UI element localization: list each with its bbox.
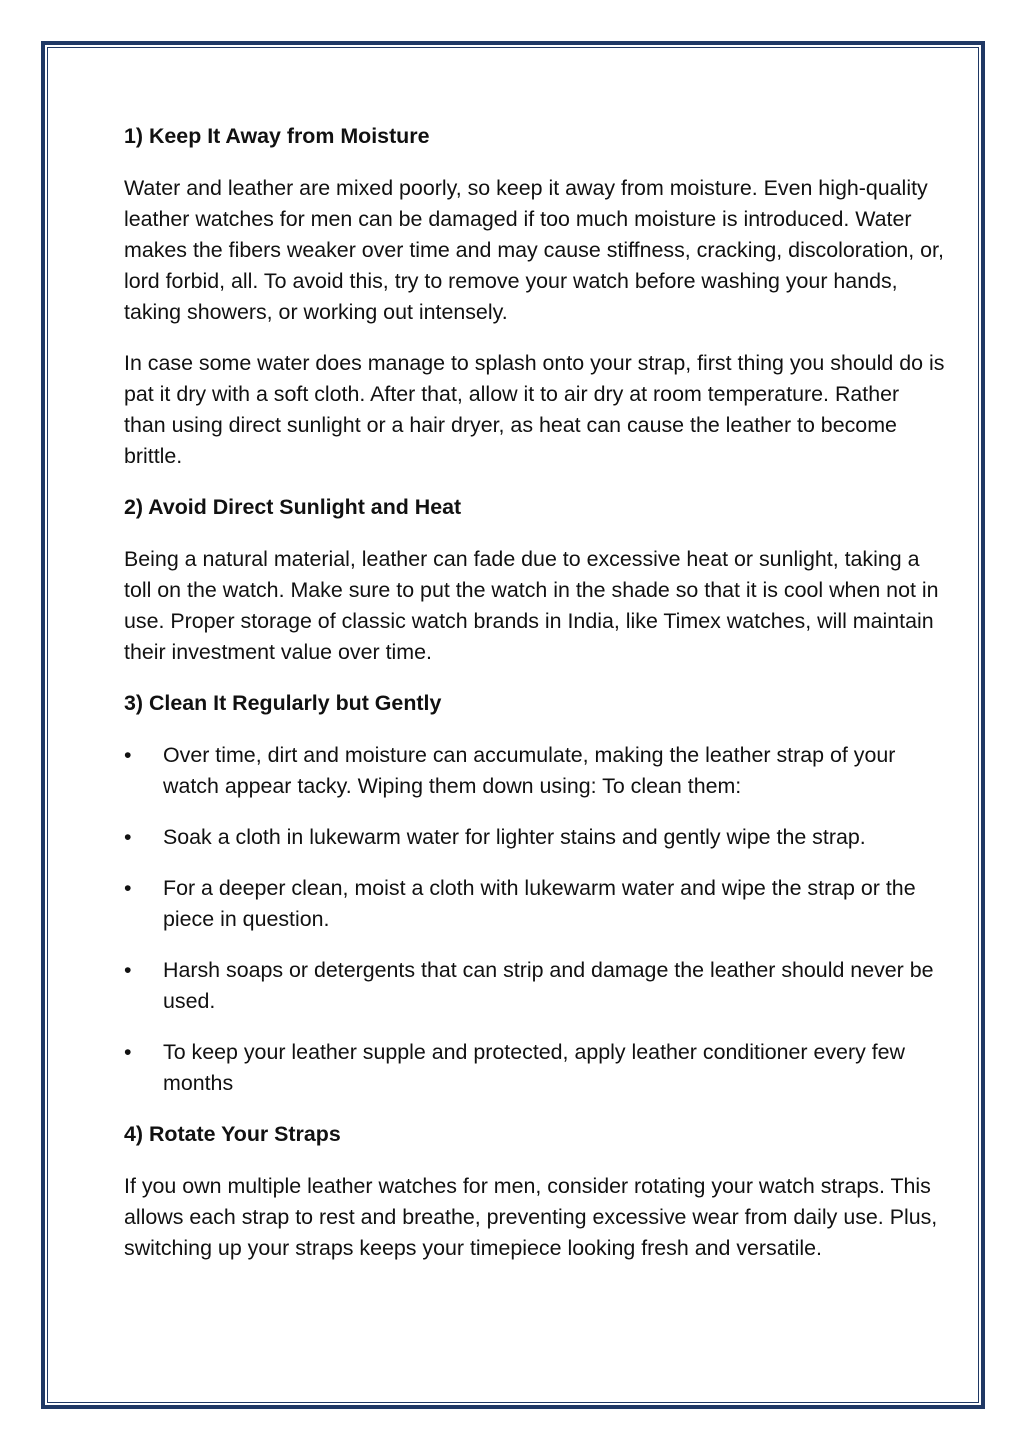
- bullet-icon: •: [124, 825, 132, 849]
- paragraph-moisture-drying: In case some water does manage to splash onto your strap, first thing you should do is pat it dry with a soft cloth. After that, allow it to air dry at room temperature. Rather than using direct sunlight or a hair dryer, as heat can cause the leather to become brittle.: [124, 351, 945, 468]
- paragraph-rotate: If you own multiple leather watches for men, consider rotating your watch straps. This allows each strap to rest and breathe, preventing excessive wear from daily use. Plus, switching up your straps keeps your timepiece looking fresh and versatile.: [124, 1174, 938, 1260]
- section-heading-sunlight: 2) Avoid Direct Sunlight and Heat: [124, 495, 462, 519]
- list-item: [124, 1037, 946, 1099]
- list-item-text: For a deeper clean, moist a cloth with lukewarm water and wipe the strap or the piece in question.: [163, 876, 916, 931]
- bullet-icon: •: [124, 1040, 132, 1064]
- document-body: [124, 121, 946, 1284]
- list-item: [124, 955, 946, 1017]
- bullet-icon: •: [124, 743, 132, 767]
- list-item-text: Over time, dirt and moisture can accumulate, making the leather strap of your watch appear tacky. Wiping them down using: To clean them:: [163, 743, 896, 798]
- list-item: [124, 873, 946, 935]
- list-item: [124, 822, 946, 853]
- bullet-icon: •: [124, 958, 132, 982]
- list-item-text: To keep your leather supple and protected, apply leather conditioner every few months: [163, 1040, 905, 1095]
- list-item-text: Harsh soaps or detergents that can strip and damage the leather should never be used.: [163, 958, 934, 1013]
- bullet-icon: •: [124, 876, 132, 900]
- paragraph-moisture-intro: Water and leather are mixed poorly, so keep it away from moisture. Even high-quality leather watches for men can be damaged if too much moisture is introduced. Water makes the fibers weaker over time and may cause stiffness, cracking, discoloration, or, lord forbid, all. To avoid this, try to remove your watch before washing your hands, taking showers, or working out intensely.: [124, 176, 944, 324]
- list-item: [124, 740, 946, 802]
- section-heading-rotate: 4) Rotate Your Straps: [124, 1122, 341, 1146]
- paragraph-sunlight: Being a natural material, leather can fade due to excessive heat or sunlight, taking a toll on the watch. Make sure to put the watch in the shade so that it is cool when not in use. Proper storage of classic watch brands in India, like Timex watches, will maintain their investment value over time.: [124, 547, 939, 664]
- section-heading-moisture: 1) Keep It Away from Moisture: [124, 124, 430, 148]
- section-heading-cleaning: 3) Clean It Regularly but Gently: [124, 691, 442, 715]
- cleaning-bullet-list: [124, 740, 946, 1099]
- list-item-text: Soak a cloth in lukewarm water for lighter stains and gently wipe the strap.: [163, 825, 866, 849]
